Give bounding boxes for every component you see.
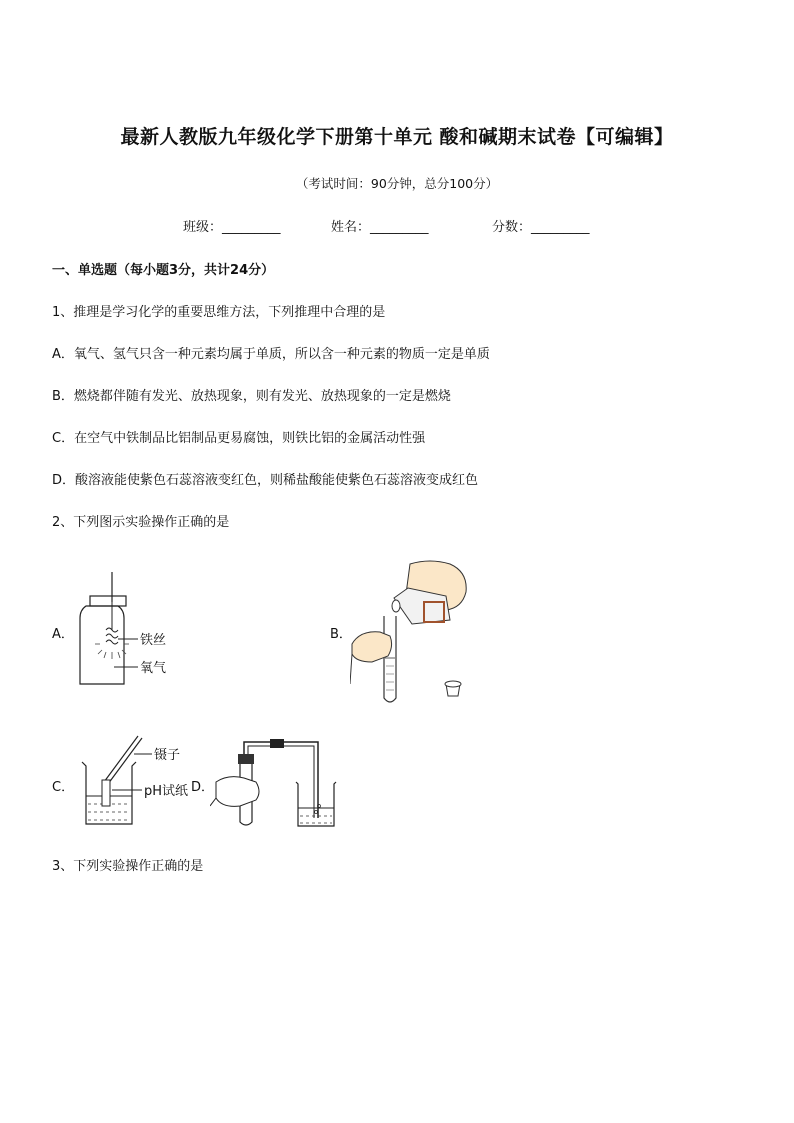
class-blank: _________ [222,220,281,235]
question-1-option-b: B．燃烧都伴随有发光、放热现象，则有发光、放热现象的一定是燃烧 [52,389,451,404]
score-label: 分数： [492,220,532,235]
question-3-stem: 3、下列实验操作正确的是 [52,859,204,874]
pouring-liquid-test-tube-icon [350,558,475,708]
score-blank: _________ [531,220,590,235]
exam-subtitle: （考试时间：90分钟，总分100分） [295,176,499,191]
figure-a-gas-jar [74,572,194,687]
name-field [331,216,429,235]
question-1-option-d: D．酸溶液能使紫色石蕊溶液变红色，则稀盐酸能使紫色石蕊溶液变成红色 [52,473,479,488]
gas-jar-iron-wire-icon [74,572,194,687]
figure-c-ph-test [76,734,196,829]
question-2-stem: 2、下列图示实验操作正确的是 [52,515,230,530]
score-field [492,216,590,235]
name-blank: _________ [370,220,429,235]
question-2-label-d: D． [191,780,215,795]
label-tweezers: 镊子 [154,748,181,763]
class-label: 班级： [183,220,223,235]
question-1-option-a: A．氧气、氢气只含一种元素均属于单质，所以含一种元素的物质一定是单质 [52,347,490,362]
question-1-option-c: C．在空气中铁制品比铝制品更易腐蚀，则铁比铝的金属活动性强 [52,431,426,446]
question-1-stem: 1、推理是学习化学的重要思维方法，下列推理中合理的是 [52,305,386,320]
page-title: 最新人教版九年级化学下册第十单元 酸和碱期末试卷【可编辑】 [120,126,674,148]
figure-b-pouring [350,558,475,708]
question-2-label-a: A． [52,627,74,642]
name-label: 姓名： [331,220,371,235]
figure-d-airtightness [210,734,340,829]
section-heading: 一、单选题（每小题3分，共计24分） [52,263,275,278]
airtightness-check-icon [210,734,340,829]
label-iron-wire: 铁丝 [140,633,167,648]
question-2-label-c: C． [52,780,75,795]
label-oxygen: 氧气 [140,661,167,676]
label-ph-paper: pH试纸 [144,784,189,799]
class-field [183,216,281,235]
question-2-label-b: B． [330,627,352,642]
beaker-ph-paper-icon [76,734,196,829]
